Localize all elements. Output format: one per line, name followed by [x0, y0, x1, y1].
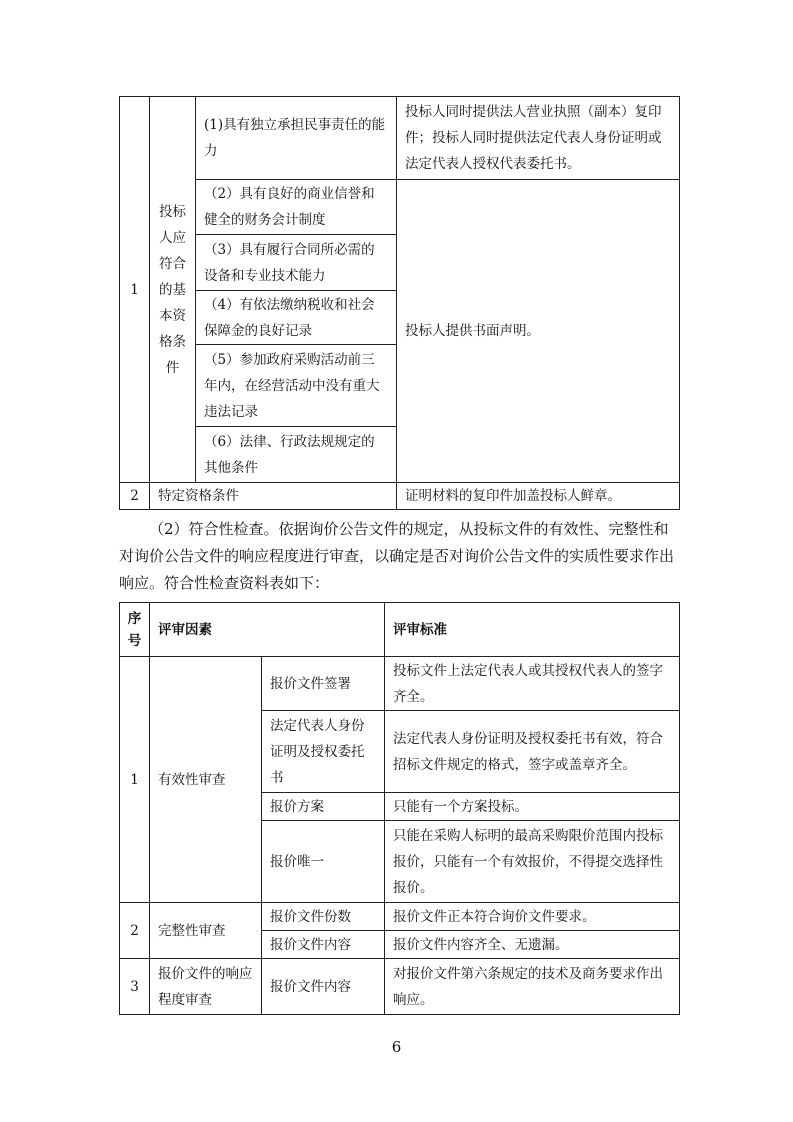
page-number: 6: [391, 1038, 402, 1056]
row-number: 1: [120, 97, 150, 483]
header-no: 序号: [120, 603, 150, 657]
sub-factor: 报价文件内容: [262, 959, 385, 1015]
row-number: 3: [120, 959, 150, 1015]
conformity-paragraph: （2）符合性检查。依据询价公告文件的规定，从投标文件的有效性、完整性和对询价公告文件的响应程度进行审查，以确定是否对询价公告文件的实质性要求作出响应。符合性检查资料表如下：: [119, 520, 675, 592]
sub-factor: 报价方案: [262, 793, 385, 821]
standard-cell: 对报价文件第六条规定的技术及商务要求作出响应。: [385, 959, 680, 1015]
qualification-table: [119, 96, 680, 510]
qualification-item: （3）具有履行合同所必需的设备和专业技术能力: [196, 235, 397, 291]
proof-cell: 投标人同时提供法人营业执照（副本）复印件；投标人同时提供法定代表人身份证明或法定代表人授权代表委托书。: [397, 97, 680, 180]
factor-cell: 报价文件的响应程度审查: [150, 959, 262, 1015]
row-number: 2: [120, 903, 150, 959]
row-number: 2: [120, 483, 150, 510]
factor-cell: 有效性审查: [150, 657, 262, 903]
standard-cell: 法定代表人身份证明及授权委托书有效，符合招标文件规定的格式，签字或盖章齐全。: [385, 711, 680, 793]
category-cell: 投标人应符合的基本资格条件: [150, 97, 196, 483]
sub-factor: 报价文件内容: [262, 931, 385, 959]
row-number: 1: [120, 657, 150, 903]
header-standard: 评审标准: [385, 603, 680, 657]
sub-factor: 报价文件份数: [262, 903, 385, 931]
proof-cell: 投标人提供书面声明。: [397, 180, 680, 483]
factor-cell: 完整性审查: [150, 903, 262, 959]
proof-cell: 证明材料的复印件加盖投标人鲜章。: [397, 483, 680, 510]
sub-factor: 法定代表人身份证明及授权委托书: [262, 711, 385, 793]
header-factor: 评审因素: [150, 603, 385, 657]
sub-factor: 报价文件签署: [262, 657, 385, 711]
conformity-table: [119, 602, 680, 1015]
sub-factor: 报价唯一: [262, 821, 385, 903]
qualification-item: （4）有依法缴纳税收和社会保障金的良好记录: [196, 291, 397, 345]
qualification-item: （6）法律、行政法规规定的其他条件: [196, 427, 397, 483]
standard-cell: 只能有一个方案投标。: [385, 793, 680, 821]
qualification-item: 特定资格条件: [150, 483, 397, 510]
standard-cell: 只能在采购人标明的最高采购限价范围内投标报价，只能有一个有效报价，不得提交选择性报价。: [385, 821, 680, 903]
qualification-item: (1)具有独立承担民事责任的能力: [196, 97, 397, 180]
standard-cell: 报价文件正本符合询价文件要求。: [385, 903, 680, 931]
qualification-item: （2）具有良好的商业信誉和健全的财务会计制度: [196, 180, 397, 235]
standard-cell: 报价文件内容齐全、无遗漏。: [385, 931, 680, 959]
qualification-item: （5）参加政府采购活动前三年内，在经营活动中没有重大违法记录: [196, 345, 397, 427]
standard-cell: 投标文件上法定代表人或其授权代表人的签字齐全。: [385, 657, 680, 711]
